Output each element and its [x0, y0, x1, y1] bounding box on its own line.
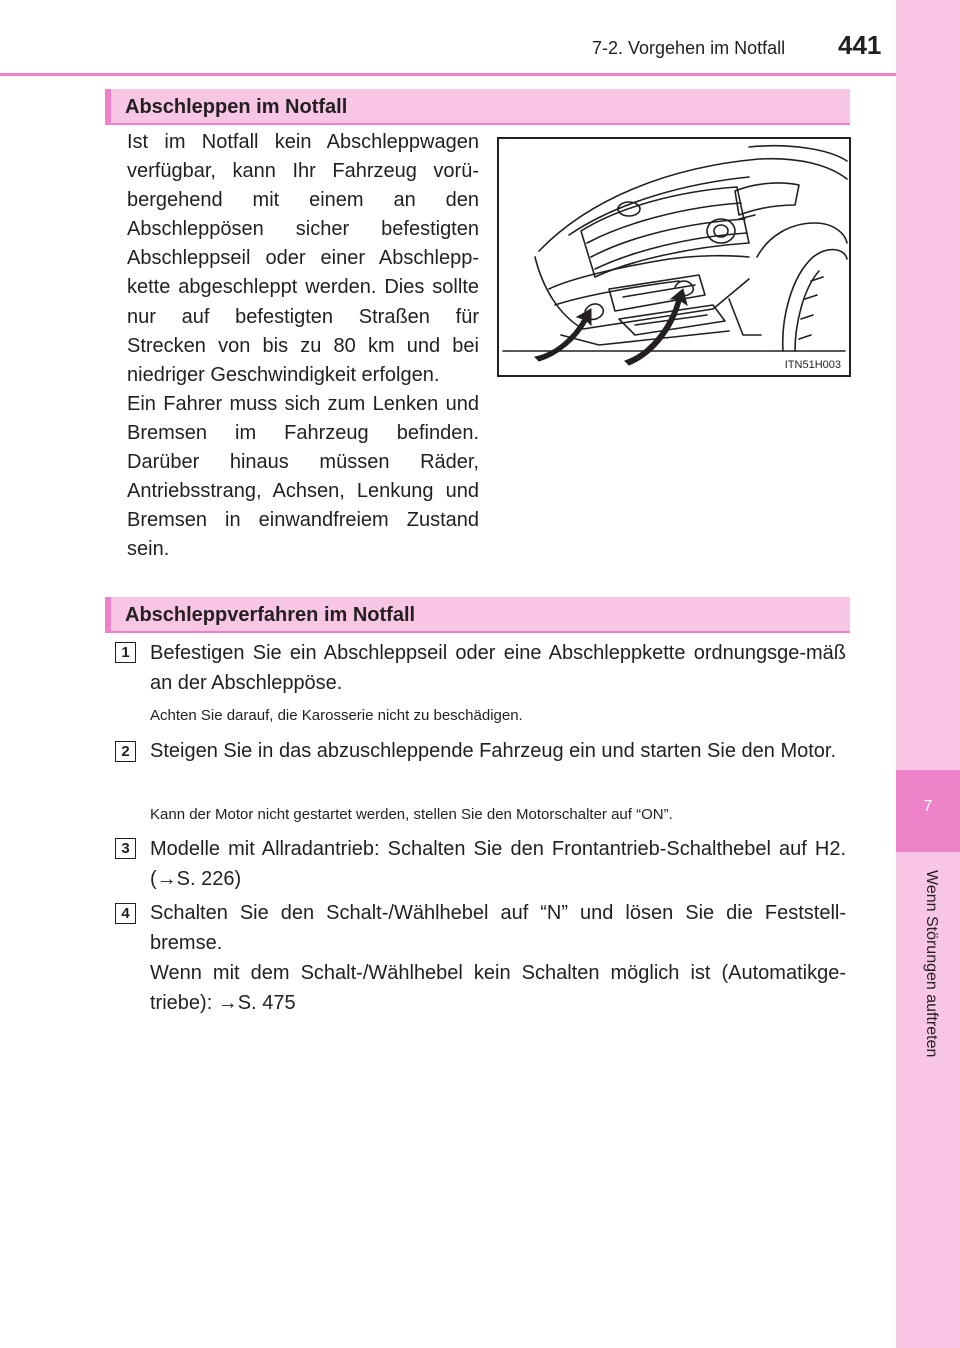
- header-divider: [0, 73, 896, 76]
- step-number-badge: 4: [115, 903, 136, 924]
- step-instruction: Befestigen Sie ein Abschleppseil oder eine Abschleppkette ordnungsge-mäß an der Abschleppöse.: [150, 642, 846, 694]
- page-number: 441: [838, 30, 882, 60]
- step-number-badge: 2: [115, 741, 136, 762]
- intro-paragraph-2: Ein Fahrer muss sich zum Lenken und Bremsen im Fahrzeug befinden. Darüber hinaus müssen Räder, Antriebsstrang, Achsen, Lenkung und Bremsen in einwandfreiem Zustand sein.: [127, 392, 479, 561]
- figure-label: ITN51H003: [784, 359, 841, 371]
- step-instruction: Schalten Sie den Schalt-/Wählhebel auf “N” und lösen Sie die Feststell-bremse.: [150, 902, 846, 954]
- step-number-badge: 3: [115, 838, 136, 859]
- intro-text: [127, 128, 479, 564]
- intro-paragraph-1: Ist im Notfall kein Abschleppwagen verfügbar, kann Ihr Fahrzeug vorü-bergehend mit einem an den Abschleppösen sicher befestigten Abschleppseil oder einer Abschlepp-kette abgeschleppt werden. Dies sollte nur auf befestigten Straßen für Strecken von bis zu 80 km und bei niedriger Geschwindigkeit erfolgen.: [127, 131, 479, 386]
- step-text: [150, 736, 846, 766]
- chapter-side-tab: [896, 0, 960, 1348]
- step-note: Kann der Motor nicht gestartet werden, stellen Sie den Motorschalter auf “ON”.: [150, 806, 673, 823]
- section-heading-text: Abschleppverfahren im Notfall: [125, 604, 416, 626]
- step-text: [150, 834, 846, 894]
- chapter-number: 7: [923, 798, 933, 815]
- step-instruction-continued: Wenn mit dem Schalt-/Wählhebel kein Schalten möglich ist (Automatikge-triebe): →S. 475: [150, 962, 846, 1014]
- section-heading-abschleppen: [105, 89, 850, 125]
- running-header-section: 7-2. Vorgehen im Notfall: [592, 38, 786, 58]
- step-text: [150, 638, 846, 698]
- step-text: [150, 898, 846, 1018]
- section-heading-text: Abschleppen im Notfall: [125, 96, 348, 118]
- step-number-badge: 1: [115, 642, 136, 663]
- vehicle-front-illustration: [497, 137, 851, 377]
- chapter-title: Wenn Störungen auftreten: [923, 870, 940, 1058]
- step-instruction: Modelle mit Allradantrieb: Schalten Sie den Frontantrieb-Schalthebel auf H2. (→S. 226): [150, 838, 846, 890]
- step-instruction: Steigen Sie in das abzuschleppende Fahrzeug ein und starten Sie den Motor.: [150, 740, 837, 762]
- vehicle-front-drawing: [499, 139, 849, 375]
- step-note: Achten Sie darauf, die Karosserie nicht zu beschädigen.: [150, 707, 523, 724]
- section-heading-abschleppverfahren: [105, 597, 850, 633]
